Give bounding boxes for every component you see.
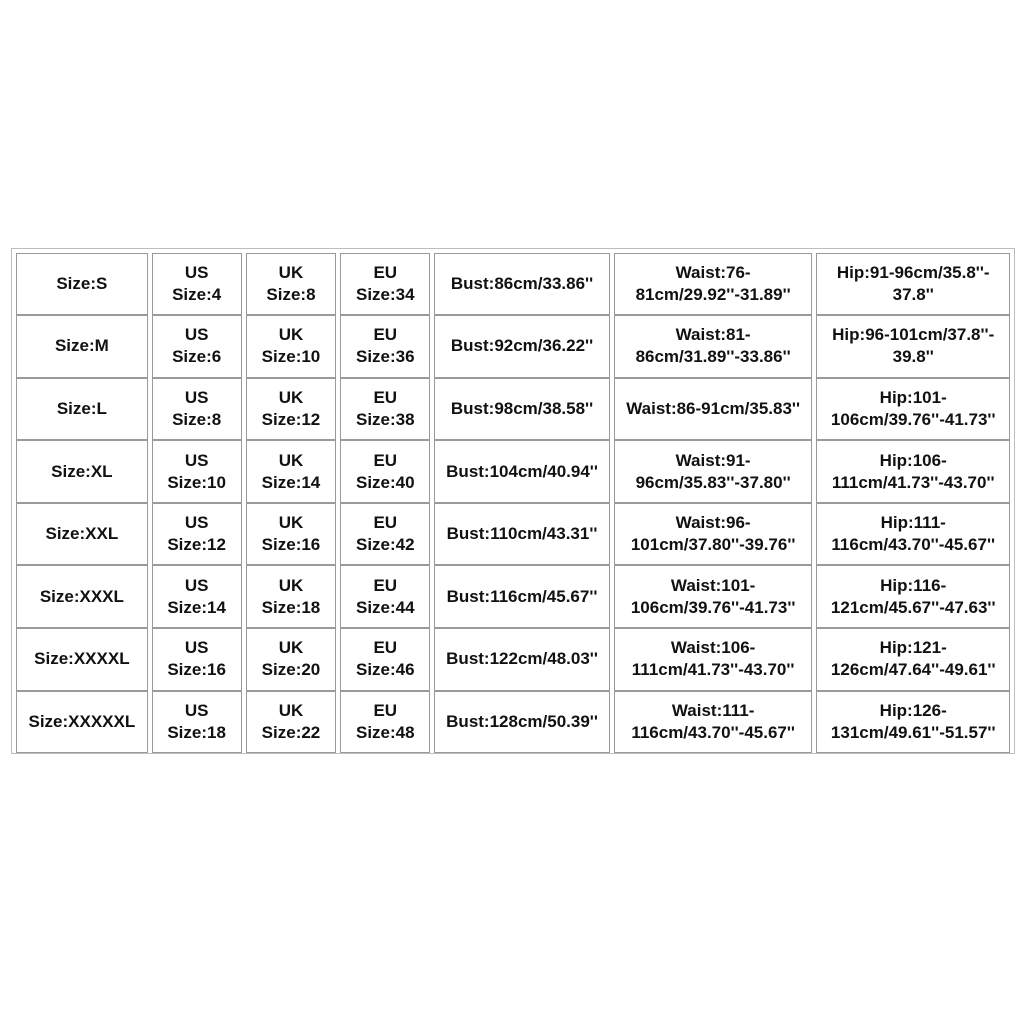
bust-text: Bust:110cm/43.31'' bbox=[446, 524, 598, 544]
waist-text: 116cm/43.70''-45.67'' bbox=[631, 722, 795, 742]
bust-cell bbox=[434, 440, 610, 503]
waist-cell bbox=[614, 315, 813, 378]
size-text: Size:XXXL bbox=[39, 586, 124, 606]
us-size-cell bbox=[152, 440, 242, 503]
size-text: Size:XXXXL bbox=[34, 649, 130, 669]
bust-text: Bust:86cm/33.86'' bbox=[450, 273, 594, 293]
waist-text: Waist:106- bbox=[670, 638, 756, 658]
size-text: Size:L bbox=[56, 398, 107, 418]
us-size-text: Size:14 bbox=[167, 597, 226, 617]
bust-cell bbox=[434, 503, 610, 566]
eu-size-text: EU bbox=[373, 262, 398, 282]
table-row bbox=[14, 251, 1012, 314]
eu-size-cell bbox=[340, 378, 430, 441]
hip-text: 116cm/43.70''-45.67'' bbox=[831, 535, 996, 555]
us-size-cell bbox=[152, 565, 242, 628]
uk-size-text: UK bbox=[278, 325, 304, 345]
uk-size-text: UK bbox=[278, 700, 304, 720]
bust-cell bbox=[434, 628, 610, 691]
us-size-text: US bbox=[184, 450, 209, 470]
eu-size-text: Size:38 bbox=[355, 409, 415, 429]
eu-size-text: Size:46 bbox=[355, 660, 415, 680]
uk-size-text: UK bbox=[278, 262, 304, 282]
uk-size-text: UK bbox=[278, 513, 304, 533]
eu-size-cell bbox=[340, 440, 430, 503]
us-size-text: US bbox=[184, 575, 209, 595]
eu-size-text: EU bbox=[373, 513, 398, 533]
us-size-cell bbox=[152, 503, 242, 566]
size-text: Size:XXL bbox=[45, 524, 119, 544]
us-size-cell bbox=[152, 378, 242, 441]
size-cell bbox=[16, 628, 148, 691]
eu-size-text: EU bbox=[373, 450, 398, 470]
size-text: Size:XXXXXL bbox=[28, 711, 136, 731]
eu-size-text: EU bbox=[373, 638, 398, 658]
waist-text: 81cm/29.92''-31.89'' bbox=[635, 284, 791, 304]
uk-size-cell bbox=[246, 253, 337, 316]
us-size-text: Size:10 bbox=[167, 472, 226, 492]
waist-text: 106cm/39.76''-41.73'' bbox=[630, 597, 796, 617]
eu-size-text: EU bbox=[373, 325, 398, 345]
eu-size-cell bbox=[340, 315, 430, 378]
eu-size-cell bbox=[340, 253, 430, 316]
waist-text: Waist:81- bbox=[675, 325, 751, 345]
eu-size-text: EU bbox=[373, 575, 398, 595]
hip-text: Hip:116- bbox=[880, 575, 947, 595]
size-text: Size:M bbox=[54, 336, 109, 356]
bust-cell bbox=[434, 253, 610, 316]
us-size-cell bbox=[152, 691, 242, 754]
uk-size-text: Size:8 bbox=[266, 284, 316, 304]
us-size-text: Size:18 bbox=[167, 722, 226, 742]
eu-size-text: EU bbox=[373, 700, 398, 720]
waist-text: Waist:86-91cm/35.83'' bbox=[626, 398, 801, 418]
waist-text: Waist:96- bbox=[675, 513, 751, 533]
uk-size-cell bbox=[246, 378, 337, 441]
us-size-text: US bbox=[184, 638, 209, 658]
hip-text: Hip:91-96cm/35.8''- bbox=[836, 262, 990, 282]
bust-cell bbox=[434, 691, 610, 754]
uk-size-cell bbox=[246, 691, 337, 754]
eu-size-text: Size:40 bbox=[355, 472, 415, 492]
waist-text: Waist:101- bbox=[670, 575, 756, 595]
bust-text: Bust:98cm/38.58'' bbox=[450, 398, 594, 418]
hip-text: 126cm/47.64''-49.61'' bbox=[830, 660, 996, 680]
hip-cell bbox=[816, 565, 1010, 628]
waist-cell bbox=[614, 691, 813, 754]
table-row bbox=[14, 627, 1012, 690]
hip-cell bbox=[816, 253, 1010, 316]
table-row bbox=[14, 439, 1012, 502]
hip-text: Hip:101- bbox=[879, 387, 947, 407]
hip-text: 39.8'' bbox=[892, 347, 934, 367]
us-size-text: Size:16 bbox=[167, 660, 226, 680]
uk-size-cell bbox=[246, 628, 337, 691]
uk-size-text: Size:22 bbox=[261, 722, 321, 742]
uk-size-text: UK bbox=[278, 575, 304, 595]
uk-size-text: Size:20 bbox=[261, 660, 321, 680]
bust-text: Bust:122cm/48.03'' bbox=[446, 649, 598, 669]
uk-size-text: Size:18 bbox=[261, 597, 321, 617]
waist-text: Waist:91- bbox=[675, 450, 751, 470]
eu-size-text: Size:36 bbox=[355, 347, 415, 367]
us-size-text: US bbox=[184, 325, 209, 345]
bust-text: Bust:104cm/40.94'' bbox=[446, 461, 598, 481]
waist-text: 101cm/37.80''-39.76'' bbox=[630, 535, 796, 555]
waist-cell bbox=[614, 565, 813, 628]
uk-size-cell bbox=[246, 503, 337, 566]
eu-size-cell bbox=[340, 503, 430, 566]
hip-cell bbox=[816, 503, 1010, 566]
hip-text: Hip:111- bbox=[880, 513, 946, 533]
size-cell bbox=[16, 691, 148, 754]
bust-cell bbox=[434, 565, 610, 628]
us-size-text: Size:4 bbox=[172, 284, 222, 304]
waist-cell bbox=[614, 503, 813, 566]
waist-text: 86cm/31.89''-33.86'' bbox=[635, 347, 791, 367]
table-row bbox=[14, 501, 1012, 564]
us-size-cell bbox=[152, 628, 242, 691]
hip-cell bbox=[816, 691, 1010, 754]
hip-text: Hip:126- bbox=[879, 700, 947, 720]
size-cell bbox=[16, 565, 148, 628]
uk-size-text: UK bbox=[278, 387, 304, 407]
waist-cell bbox=[614, 253, 813, 316]
eu-size-text: Size:34 bbox=[355, 284, 415, 304]
waist-cell bbox=[614, 378, 813, 441]
us-size-text: US bbox=[184, 387, 209, 407]
hip-cell bbox=[816, 628, 1010, 691]
us-size-cell bbox=[152, 315, 242, 378]
size-text: Size:S bbox=[56, 273, 108, 293]
hip-text: 131cm/49.61''-51.57'' bbox=[830, 722, 996, 742]
uk-size-cell bbox=[246, 440, 337, 503]
hip-text: 121cm/45.67''-47.63'' bbox=[830, 597, 996, 617]
us-size-text: Size:12 bbox=[167, 535, 226, 555]
size-cell bbox=[16, 253, 148, 316]
size-cell bbox=[16, 378, 148, 441]
waist-cell bbox=[614, 628, 813, 691]
bust-cell bbox=[434, 378, 610, 441]
uk-size-cell bbox=[246, 315, 337, 378]
table-row bbox=[14, 314, 1012, 377]
table-row bbox=[14, 376, 1012, 439]
us-size-text: US bbox=[184, 262, 209, 282]
bust-text: Bust:116cm/45.67'' bbox=[446, 586, 598, 606]
us-size-text: US bbox=[184, 700, 209, 720]
us-size-text: Size:8 bbox=[172, 409, 222, 429]
uk-size-text: Size:16 bbox=[261, 535, 321, 555]
bust-text: Bust:92cm/36.22'' bbox=[450, 336, 594, 356]
hip-cell bbox=[816, 315, 1010, 378]
waist-text: Waist:111- bbox=[671, 700, 755, 720]
hip-text: Hip:106- bbox=[879, 450, 947, 470]
size-cell bbox=[16, 315, 148, 378]
waist-text: 96cm/35.83''-37.80'' bbox=[635, 472, 791, 492]
hip-text: 106cm/39.76''-41.73'' bbox=[830, 409, 996, 429]
uk-size-text: Size:10 bbox=[261, 347, 321, 367]
us-size-text: US bbox=[184, 513, 209, 533]
eu-size-text: Size:48 bbox=[355, 722, 415, 742]
hip-text: Hip:96-101cm/37.8''- bbox=[832, 325, 995, 345]
bust-text: Bust:128cm/50.39'' bbox=[446, 711, 598, 731]
size-chart-table bbox=[11, 248, 1015, 754]
hip-text: 111cm/41.73''-43.70'' bbox=[831, 472, 995, 492]
waist-text: Waist:76- bbox=[675, 262, 751, 282]
hip-cell bbox=[816, 440, 1010, 503]
table-row bbox=[14, 564, 1012, 627]
hip-text: Hip:121- bbox=[879, 638, 947, 658]
eu-size-cell bbox=[340, 565, 430, 628]
size-text: Size:XL bbox=[51, 461, 113, 481]
waist-cell bbox=[614, 440, 813, 503]
uk-size-text: Size:14 bbox=[261, 472, 321, 492]
uk-size-text: UK bbox=[278, 638, 304, 658]
uk-size-cell bbox=[246, 565, 337, 628]
eu-size-text: Size:44 bbox=[355, 597, 415, 617]
uk-size-text: UK bbox=[278, 450, 304, 470]
eu-size-text: EU bbox=[373, 387, 398, 407]
size-cell bbox=[16, 440, 148, 503]
uk-size-text: Size:12 bbox=[261, 409, 321, 429]
hip-cell bbox=[816, 378, 1010, 441]
eu-size-cell bbox=[340, 628, 430, 691]
eu-size-text: Size:42 bbox=[355, 535, 415, 555]
eu-size-cell bbox=[340, 691, 430, 754]
us-size-text: Size:6 bbox=[172, 347, 222, 367]
waist-text: 111cm/41.73''-43.70'' bbox=[631, 660, 795, 680]
bust-cell bbox=[434, 315, 610, 378]
hip-text: 37.8'' bbox=[892, 284, 934, 304]
size-cell bbox=[16, 503, 148, 566]
us-size-cell bbox=[152, 253, 242, 316]
table-row bbox=[14, 689, 1012, 752]
